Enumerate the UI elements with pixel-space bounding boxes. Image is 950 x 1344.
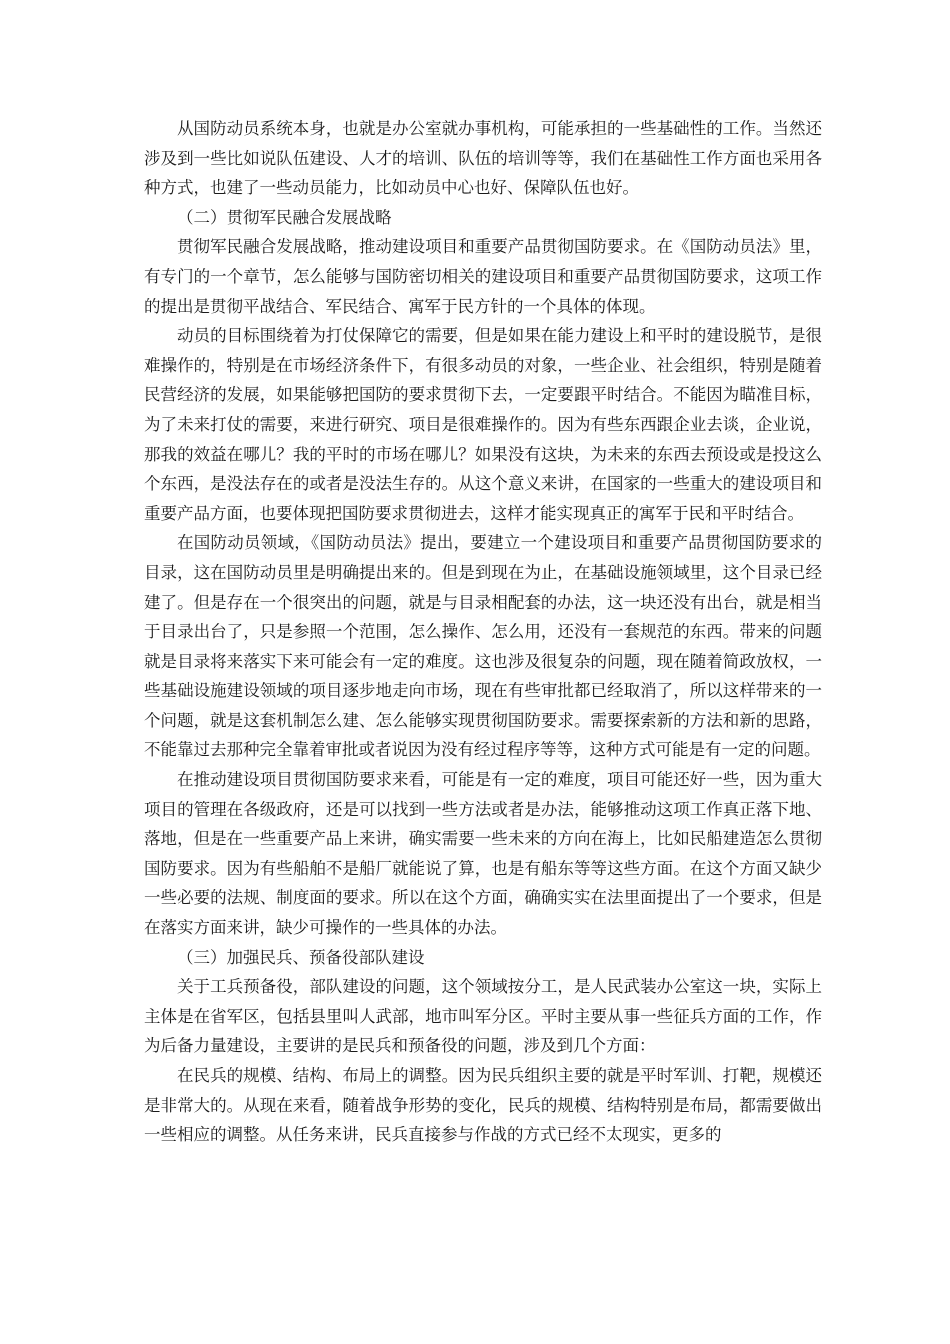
- paragraph-engineer-reserve: 关于工兵预备役，部队建设的问题，这个领域按分工，是人民武装办公室这一块，实际上主体是在省军区，包括县里叫人武部，地市叫军分区。平时主要从事一些征兵方面的工作，作为后备力量建设，主要讲的是民兵和预备役的问题，涉及到几个方面：: [144, 977, 822, 1056]
- document-page: [144, 114, 822, 1150]
- paragraph-militia-adjustment: 在民兵的规模、结构、布局上的调整。因为民兵组织主要的就是平时军训、打靶，规模还是非常大的。从现在来看，随着战争形势的变化，民兵的规模、结构特别是布局，都需要做出一些相应的调整。从任务来讲，民兵直接参与作战的方式已经不太现实，更多的: [144, 1066, 822, 1145]
- paragraph-civil-military-strategy: 贯彻军民融合发展战略，推动建设项目和重要产品贯彻国防要求。在《国防动员法》里，有专门的一个章节，怎么能够与国防密切相关的建设项目和重要产品贯彻国防要求，这项工作的提出是贯彻平战结合、军民结合、寓军于民方针的一个具体的体现。: [144, 237, 822, 316]
- paragraph-system-foundation: 从国防动员系统本身，也就是办公室就办事机构，可能承担的一些基础性的工作。当然还涉及到一些比如说队伍建设、人才的培训、队伍的培训等等，我们在基础性工作方面也采用各种方式，也建了一些动员能力，比如动员中心也好、保障队伍也好。: [144, 119, 822, 198]
- section-heading-2: （二）贯彻军民融合发展战略: [177, 207, 392, 227]
- paragraph-mobilization-goals: 动员的目标围绕着为打仗保障它的需要，但是如果在能力建设上和平时的建设脱节，是很难操作的，特别是在市场经济条件下，有很多动员的对象，一些企业、社会组织，特别是随着民营经济的发展，如果能够把国防的要求贯彻下去，一定要跟平时结合。不能因为瞄准目标，为了未来打仗的需要，来进行研究、项目是很难操作的。因为有些东西跟企业去谈，企业说，那我的效益在哪儿？我的平时的市场在哪儿？如果没有这块，为未来的东西去预设或是投这么个东西，是没法存在的或者是没法生存的。从这个意义来讲，在国家的一些重大的建设项目和重要产品方面，也要体现把国防要求贯彻进去，这样才能实现真正的寓军于民和平时结合。: [144, 326, 822, 523]
- paragraph-mobilization-catalog: 在国防动员领域，《国防动员法》提出，要建立一个建设项目和重要产品贯彻国防要求的目录，这在国防动员里是明确提出来的。但是到现在为止，在基础设施领域里，这个目录已经建了。但是存在一个很突出的问题，就是与目录相配套的办法，这一块还没有出台，就是相当于目录出台了，只是参照一个范围，怎么操作、怎么用，还没有一套规范的东西。带来的问题就是目录将来落实下来可能会有一定的难度。这也涉及很复杂的问题，现在随着简政放权，一些基础设施建设领域的项目逐步地走向市场，现在有些审批都已经取消了，所以这样带来的一个问题，就是这套机制怎么建、怎么能够实现贯彻国防要求。需要探索新的方法和新的思路，不能靠过去那种完全靠着审批或者说因为没有经过程序等等，这种方式可能是有一定的问题。: [144, 533, 822, 760]
- section-heading-3: （三）加强民兵、预备役部队建设: [177, 947, 425, 967]
- paragraph-project-promotion: 在推动建设项目贯彻国防要求来看，可能是有一定的难度，项目可能还好一些，因为重大项目的管理在各级政府，还是可以找到一些方法或者是办法，能够推动这项工作真正落下地、落地，但是在一些重要产品上来讲，确实需要一些未来的方向在海上，比如民船建造怎么贯彻国防要求。因为有些船舶不是船厂就能说了算，也是有船东等等这些方面。在这个方面又缺少一些必要的法规、制度面的要求。所以在这个方面，确确实实在法里面提出了一个要求，但是在落实方面来讲，缺少可操作的一些具体的办法。: [144, 770, 822, 938]
